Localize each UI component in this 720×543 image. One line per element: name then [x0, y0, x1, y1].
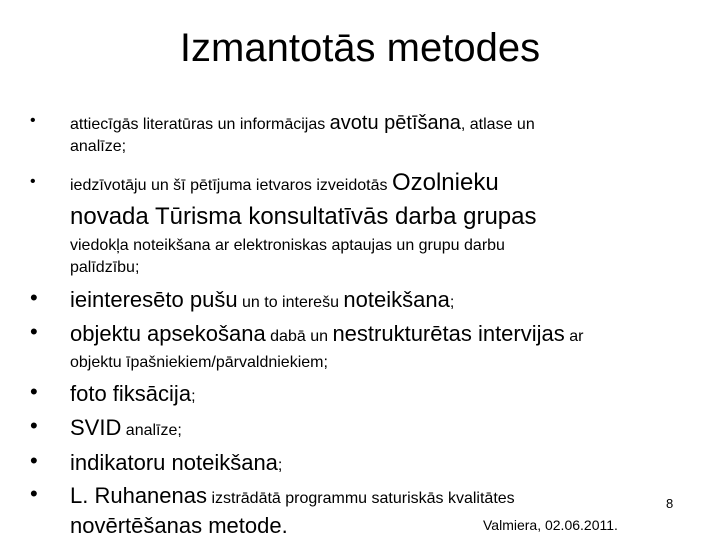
bullet-marker: •: [30, 448, 38, 473]
bullet-marker: •: [30, 112, 36, 129]
bullet-text: iedzīvotāju un šī pētījuma ietvaros izveidotās: [70, 177, 392, 194]
bullet-text: analīze;: [121, 422, 182, 439]
footer-date: Valmiera, 02.06.2011.: [483, 517, 618, 533]
bullet-text-emphasis: ieinteresēto pušu: [70, 287, 238, 312]
bullet-text: viedokļa noteikšana ar elektroniskas aptaujas un grupu darbu: [70, 237, 505, 254]
bullet-marker: •: [30, 319, 38, 344]
bullet-text: , atlase un: [460, 116, 535, 133]
bullet-text-emphasis: novada Tūrisma konsultatīvās darba grupas: [70, 203, 537, 230]
bullet-text: un to interešu: [237, 294, 344, 311]
bullet-marker: •: [30, 285, 38, 310]
bullet-text: ar: [564, 328, 584, 345]
bullet-text-emphasis: avotu pētīšana: [329, 112, 461, 134]
slide-title: Izmantotās metodes: [179, 26, 541, 70]
bullet-marker: •: [30, 173, 36, 190]
bullet-text: dabā un: [265, 328, 333, 345]
bullet-text-emphasis: novērtēšanas metode.: [70, 513, 288, 538]
bullet-text-emphasis: objektu apsekošana: [70, 321, 266, 346]
bullet-text: ;: [449, 294, 455, 311]
bullet-text: objektu īpašniekiem/pārvaldniekiem;: [70, 354, 328, 371]
bullet-text: attiecīgās literatūras un informācijas: [70, 116, 330, 133]
bullet-marker: •: [30, 413, 38, 438]
bullet-text-emphasis: nestrukturētas intervijas: [332, 321, 565, 346]
bullet-text-emphasis: Ozolnieku: [391, 169, 499, 196]
bullet-text: ;: [191, 388, 196, 405]
bullet-text-emphasis: noteikšana: [343, 287, 450, 312]
bullet-text: analīze;: [70, 138, 127, 155]
bullet-text-emphasis: L. Ruhanenas: [70, 483, 207, 508]
bullet-text-emphasis: SVID: [70, 415, 122, 440]
page-number: 8: [666, 496, 674, 511]
bullet-text-emphasis: foto fiksācija: [70, 381, 192, 406]
bullet-text: palīdzību;: [70, 259, 140, 276]
bullet-marker: •: [30, 481, 38, 506]
bullet-marker: •: [30, 379, 38, 404]
bullet-text-emphasis: indikatoru noteikšana: [70, 450, 278, 475]
bullet-text: izstrādātā programmu saturiskās kvalitātes: [207, 490, 515, 507]
bullet-text: ;: [277, 457, 283, 474]
